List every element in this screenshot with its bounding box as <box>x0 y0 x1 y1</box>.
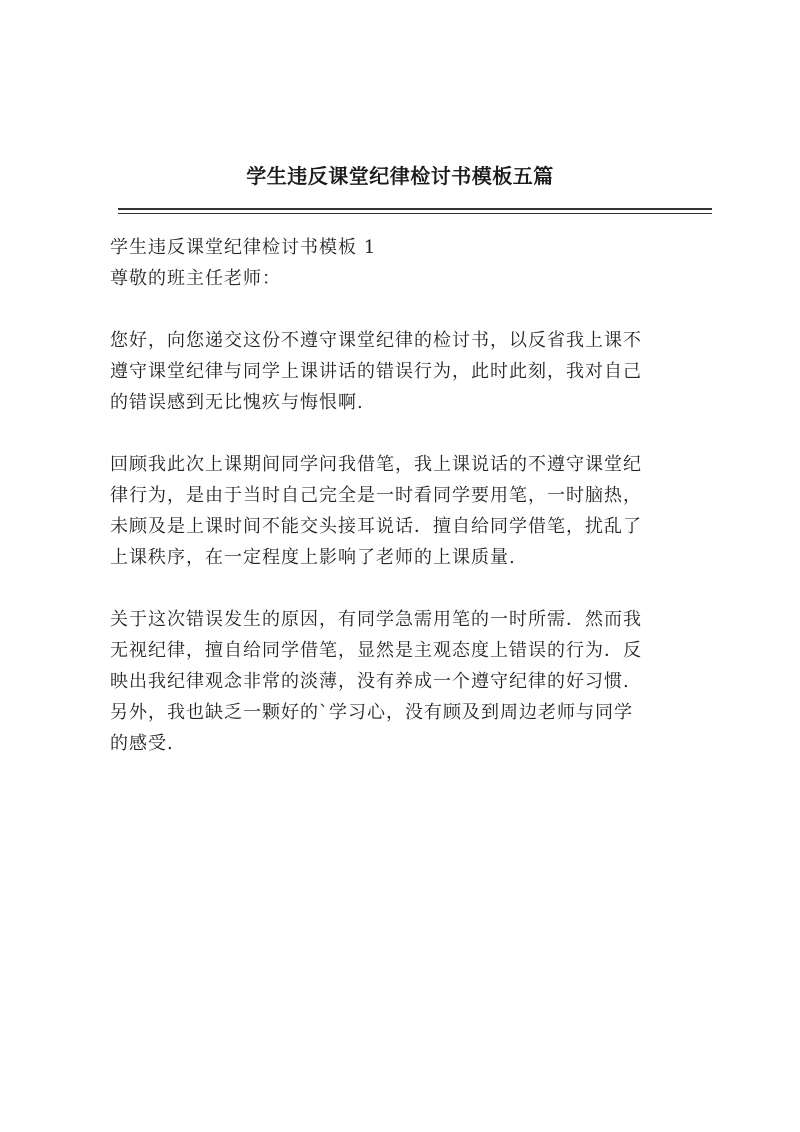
paragraph-line: 的错误感到无比愧疚与悔恨啊. <box>110 392 364 413</box>
paragraph-line: 映出我纪律观念非常的淡薄，没有养成一个遵守纪律的好习惯. <box>110 671 630 692</box>
title-divider-thin <box>118 213 712 214</box>
paragraph-line: 上课秩序，在一定程度上影响了老师的上课质量. <box>110 547 516 568</box>
paragraph-line: 未顾及是上课时间不能交头接耳说话．擅自给同学借笔，扰乱了 <box>110 516 642 537</box>
paragraph-line: 回顾我此次上课期间同学问我借笔，我上课说话的不遵守课堂纪 <box>110 454 642 475</box>
paragraph-1 <box>110 325 710 418</box>
document-title: 学生违反课堂纪律检讨书模板五篇 <box>246 164 554 188</box>
section-heading: 学生违反课堂纪律检讨书模板 1 <box>110 237 377 258</box>
paragraph-2 <box>110 449 710 573</box>
title-divider-thick <box>118 208 712 210</box>
paragraph-line: 的感受. <box>110 733 174 754</box>
salutation: 尊敬的班主任老师： <box>110 268 281 289</box>
paragraph-line: 另外，我也缺乏一颗好的`学习心，没有顾及到周边老师与同学 <box>110 702 633 723</box>
paragraph-line: 关于这次错误发生的原因，有同学急需用笔的一时所需．然而我 <box>110 609 642 630</box>
paragraph-3 <box>110 604 710 759</box>
document-body <box>110 232 710 790</box>
paragraph-line: 无视纪律，擅自给同学借笔，显然是主观态度上错误的行为．反 <box>110 640 642 661</box>
paragraph-line: 遵守课堂纪律与同学上课讲话的错误行为，此时此刻，我对自己 <box>110 361 642 382</box>
paragraph-line: 您好，向您递交这份不遵守课堂纪律的检讨书，以反省我上课不 <box>110 330 642 351</box>
paragraph-line: 律行为，是由于当时自己完全是一时看同学要用笔，一时脑热， <box>110 485 642 506</box>
